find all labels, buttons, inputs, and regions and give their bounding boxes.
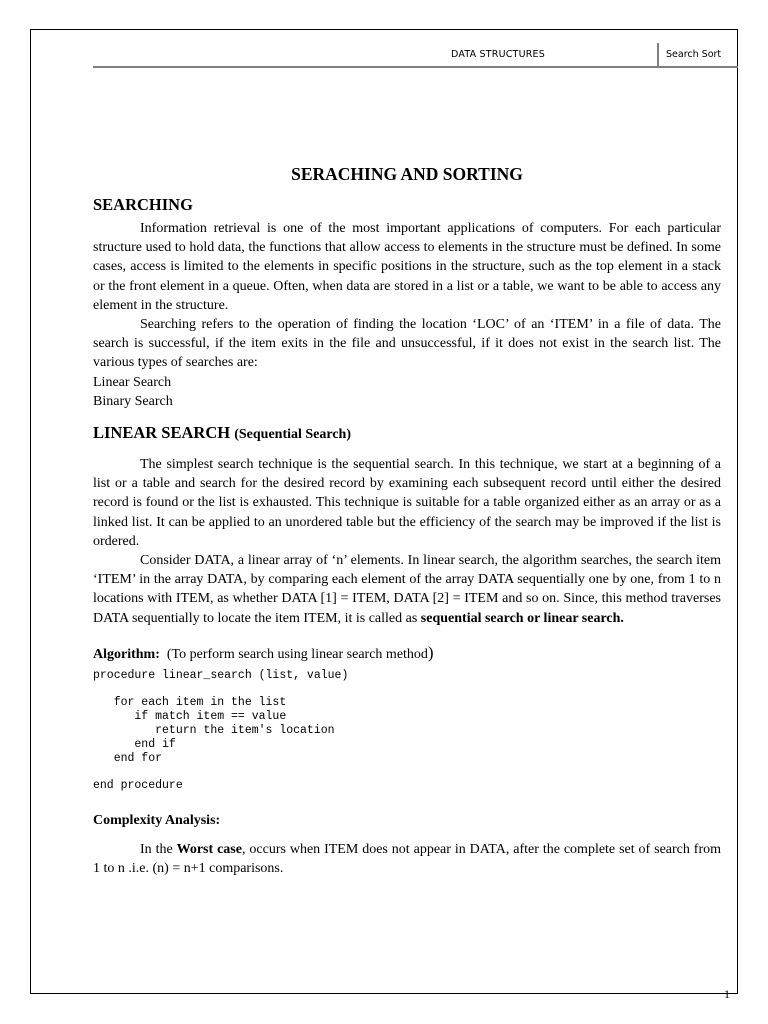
worst-case-paragraph [93, 840, 721, 878]
document-body [93, 163, 721, 879]
worst-case-text: , occurs when ITEM does not appear in DATA, after the complete set of search from 1 to n .i.e. (n) = n+1 comparisons. [93, 842, 721, 877]
worst-case-prefix: In the [140, 842, 173, 858]
document-title: SERACHING AND SORTING [291, 164, 523, 184]
page-number: 1 [724, 987, 730, 1001]
search-type-binary: Binary Search [93, 393, 173, 409]
algorithm-code: procedure linear_search (list, value) for each item in the list if match item == value return the item's location end if end for end procedure [93, 668, 349, 793]
header-section-name: Search Sort [666, 49, 722, 60]
linear-paragraph-2-bold: sequential search or linear search. [420, 610, 624, 626]
linear-paragraph-2-text: Consider DATA, a linear array of ‘n’ elements. In linear search, the algorithm searches, the search item ‘ITEM’ in the array DATA, by comparing each element of the array DATA sequentially one by one, from 1 to n locations with ITEM, as whether DATA [1] = ITEM, DATA [2] = ITEM and so on. Since, this method traverses DATA sequentially to locate the item ITEM, it is called as [93, 553, 721, 626]
worst-case-bold: Worst case [176, 842, 242, 858]
linear-paragraph-2 [93, 551, 721, 628]
header-rule [93, 66, 738, 68]
algorithm-label: Algorithm: [93, 646, 160, 662]
linear-search-title: LINEAR SEARCH [93, 423, 231, 443]
searching-heading: SEARCHING [93, 195, 193, 214]
searching-paragraph-2: Searching refers to the operation of finding the location ‘LOC’ of an ‘ITEM’ in a file of data. The search is successful, if the item exits in the file and unsuccessful, if it does not exist in the search list. The various types of searches are: [93, 317, 721, 371]
complexity-heading: Complexity Analysis: [93, 813, 221, 829]
header-title: DATA STRUCTURES [451, 49, 545, 60]
header-separator [657, 43, 659, 66]
linear-paragraph-1: The simplest search technique is the sequential search. In this technique, we start at a beginning of a list or a table and search for the desired record by examining each subsequent record until either the desired record is found or the list is exhausted. This technique is suitable for a table organized either as an array or as a linked list. It can be applied to an unordered table but the efficiency of the search may be improved if the list is ordered. [93, 457, 721, 549]
linear-search-heading [93, 423, 721, 445]
searching-paragraph-1: Information retrieval is one of the most important applications of computers. For each particular structure used to hold data, the functions that allow access to elements in the structure must be defined. In some cases, access is limited to the elements in specific positions in the structure, such as the top element in a stack or the front element in a queue. Often, when data are stored in a list or a table, we want to be able to access any element in the structure. [93, 221, 721, 313]
linear-search-subtitle: (Sequential Search) [234, 427, 352, 443]
algorithm-description: (To perform search using linear search method [166, 646, 428, 662]
algorithm-close-paren: ) [427, 642, 434, 662]
search-type-linear: Linear Search [93, 374, 172, 390]
algorithm-line [93, 643, 721, 665]
